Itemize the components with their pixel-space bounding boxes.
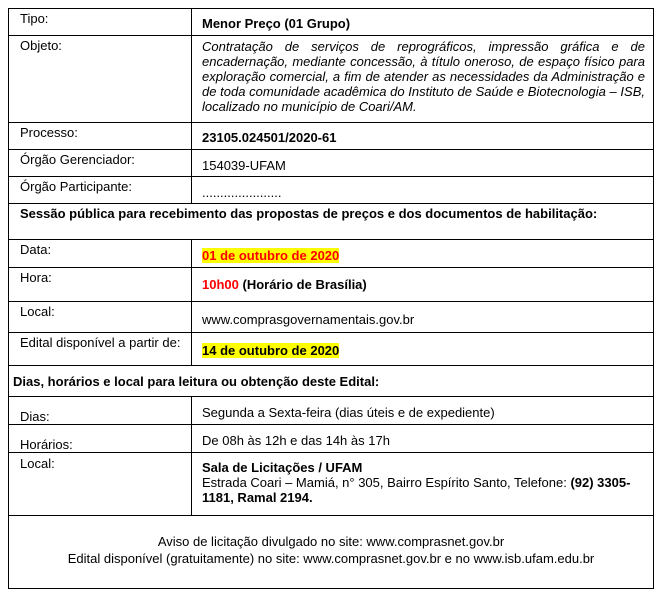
edital-summary-table [8,8,654,589]
value-edital: 14 de outubro de 2020 [202,343,340,358]
label-processo: Processo: [9,123,192,149]
value-orgao-participante: ...................... [202,185,282,200]
footer-line-aviso: Aviso de licitação divulgado no site: www.comprasnet.gov.br [157,534,505,549]
sessao-heading: Sessão pública para recebimento das propostas de preços e dos documentos de habilitação: [20,206,598,221]
label-local-leitura: Local: [9,453,192,515]
row-processo [9,123,653,150]
row-horarios [9,425,653,453]
value-local-address: Estrada Coari – Mamiá, n° 305, Bairro Espírito Santo, Telefone: [202,475,571,490]
value-objeto: Contratação de serviços de reprográficos, impressão gráfica e de encadernação, mediante concessão, à título oneroso, de espaço físico para exploração comercial, a fim de atender as necessidades da Administração e de toda comunidade acadêmica do Instituto de Saúde e Biotecnologia – ISB, localizado no município de Coari/AM. [202,39,645,114]
value-hora-note: (Horário de Brasília) [238,277,367,292]
value-tipo: Menor Preço (01 Grupo) [202,16,351,31]
label-data: Data: [9,240,192,267]
value-hora-time: 10h00 [202,277,239,292]
row-dias [9,397,653,425]
value-dias: Segunda a Sexta-feira (dias úteis e de expediente) [202,405,495,420]
value-local-title: Sala de Licitações / UFAM [202,460,363,475]
label-hora: Hora: [9,268,192,301]
footer-notice [9,533,653,567]
value-orgao-gerenciador: 154039-UFAM [202,158,286,173]
value-local-sessao: www.comprasgovernamentais.gov.br [202,312,415,327]
value-processo: 23105.024501/2020-61 [202,130,337,145]
label-tipo: Tipo: [9,9,192,35]
label-local-sessao: Local: [9,302,192,332]
row-data [9,240,653,268]
row-edital [9,333,653,366]
label-edital: Edital disponível a partir de: [9,333,192,365]
row-hora [9,268,653,302]
row-orgao-gerenciador [9,150,653,177]
label-orgao-participante: Órgão Participante: [9,177,192,203]
row-objeto [9,36,653,123]
row-local-sessao [9,302,653,333]
value-data: 01 de outubro de 2020 [202,248,340,263]
row-local-leitura [9,453,653,516]
label-objeto: Objeto: [9,36,192,122]
value-local-phone: (92) 3305-1181, Ramal 2194. [202,475,631,505]
value-horarios: De 08h às 12h e das 14h às 17h [202,433,390,448]
row-leitura-heading [9,366,653,397]
footer-line-edital: Edital disponível (gratuitamente) no site: www.comprasnet.gov.br e no www.isb.ufam.edu.br [67,551,595,566]
row-sessao-heading [9,204,653,240]
row-tipo [9,9,653,36]
label-dias: Dias: [9,397,192,424]
label-orgao-gerenciador: Órgão Gerenciador: [9,150,192,176]
row-orgao-participante [9,177,653,204]
label-horarios: Horários: [9,425,192,452]
leitura-heading: Dias, horários e local para leitura ou obtenção deste Edital: [13,374,380,389]
